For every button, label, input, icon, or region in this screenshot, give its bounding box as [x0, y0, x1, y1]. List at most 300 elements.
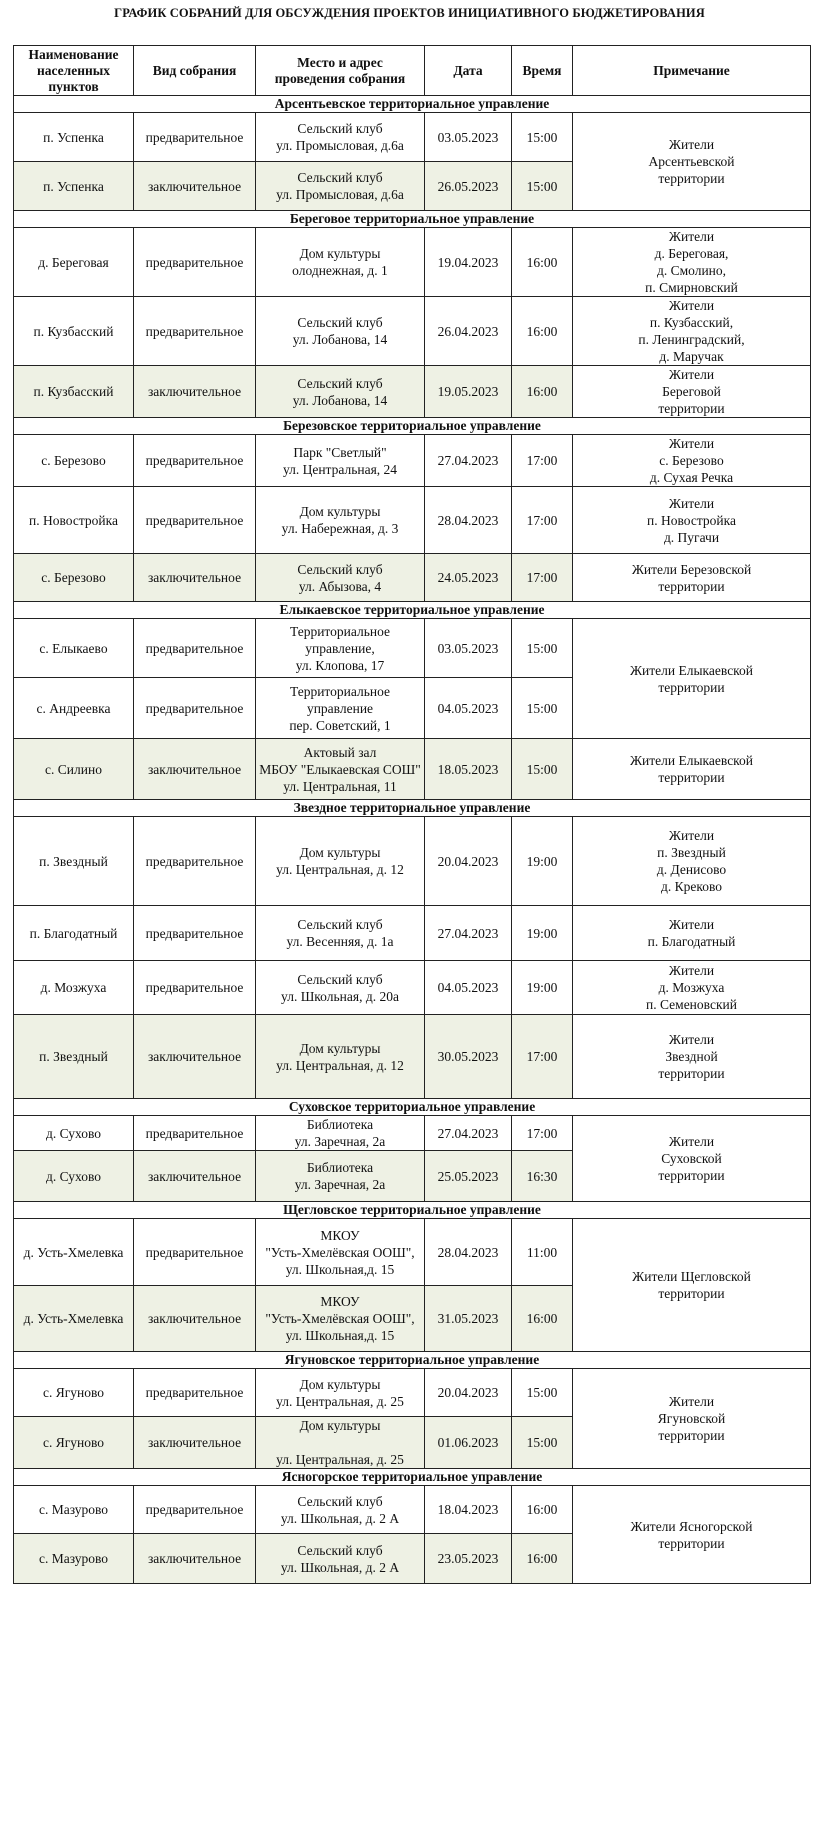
- cell-settlement: [14, 228, 134, 297]
- cell-settlement: [14, 1151, 134, 1202]
- section-title: Суховское территориальное управление: [14, 1099, 811, 1116]
- cell-line: п. Ленинградский,: [638, 332, 745, 347]
- section-header-row: [14, 96, 811, 113]
- table-row: [14, 113, 811, 162]
- cell-line: Жители: [668, 229, 715, 244]
- cell-time: 15:00: [512, 1417, 573, 1469]
- section-header-row: [14, 211, 811, 228]
- cell-meeting-type: предварительное: [134, 297, 256, 366]
- cell-line: Библиотека: [306, 1117, 374, 1132]
- cell-address: [256, 1486, 425, 1534]
- cell-settlement: [14, 1417, 134, 1469]
- header-meeting-type: [134, 46, 256, 96]
- cell-line: Суховской: [661, 1151, 722, 1166]
- cell-settlement: [14, 113, 134, 162]
- cell-settlement: [14, 487, 134, 554]
- section-header-row: [14, 602, 811, 619]
- cell-line: ул. Школьная, д. 2 А: [280, 1559, 400, 1575]
- cell-address: [256, 1015, 425, 1099]
- section-header-row: [14, 1469, 811, 1486]
- cell-line: территории: [658, 1168, 725, 1183]
- cell-line: Сельский клуб: [297, 971, 383, 987]
- cell-address: [256, 906, 425, 961]
- cell-time: 19:00: [512, 961, 573, 1015]
- cell-line: Территориальное управление,: [289, 623, 391, 656]
- cell-time: 15:00: [512, 113, 573, 162]
- section-title: Щегловское территориальное управление: [14, 1202, 811, 1219]
- table-row: [14, 1219, 811, 1286]
- meetings-schedule-table: [13, 45, 811, 1584]
- cell-note: [573, 435, 811, 487]
- cell-settlement: [14, 1116, 134, 1151]
- cell-line: Жители: [668, 367, 715, 382]
- cell-line: пер. Советский, 1: [289, 717, 391, 733]
- header-place-address: [256, 46, 425, 96]
- header-time: [512, 46, 573, 96]
- cell-meeting-type: предварительное: [134, 1486, 256, 1534]
- cell-address: [256, 554, 425, 602]
- cell-time: 15:00: [512, 1369, 573, 1417]
- cell-address: [256, 1369, 425, 1417]
- cell-meeting-type: заключительное: [134, 1534, 256, 1584]
- cell-date: 19.05.2023: [425, 366, 512, 418]
- cell-address: [256, 961, 425, 1015]
- cell-date: 18.04.2023: [425, 1486, 512, 1534]
- cell-line: территории: [658, 1286, 725, 1301]
- cell-line: Жители: [668, 298, 715, 313]
- cell-meeting-type: заключительное: [134, 1286, 256, 1352]
- cell-line: территории: [658, 578, 725, 594]
- cell-settlement: [14, 1486, 134, 1534]
- cell-line: Сельский клуб: [297, 315, 383, 330]
- section-header-row: [14, 1352, 811, 1369]
- cell-line: Жители: [668, 1134, 715, 1149]
- section-header-row: [14, 1099, 811, 1116]
- cell-line: Вид собрания: [152, 62, 237, 78]
- cell-meeting-type: заключительное: [134, 162, 256, 211]
- cell-line: [259, 1434, 421, 1451]
- cell-line: Сельский клуб: [297, 170, 383, 185]
- cell-note: [573, 1015, 811, 1099]
- header-date: [425, 46, 512, 96]
- cell-address: [256, 619, 425, 678]
- cell-line: "Усть-Хмелёвская ООШ",: [265, 1311, 415, 1326]
- cell-meeting-type: заключительное: [134, 739, 256, 800]
- cell-line: Примечание: [653, 62, 730, 78]
- cell-line: Жители: [668, 137, 715, 152]
- cell-line: ул. Школьная, д. 20а: [281, 988, 399, 1004]
- cell-note: [573, 1486, 811, 1584]
- cell-settlement: [14, 1369, 134, 1417]
- cell-line: Звездной: [665, 1049, 718, 1064]
- cell-note: [573, 906, 811, 961]
- table-row: [14, 487, 811, 554]
- cell-time: 17:00: [512, 435, 573, 487]
- cell-date: 26.05.2023: [425, 162, 512, 211]
- cell-settlement: [14, 297, 134, 366]
- cell-line: Ягуновской: [657, 1411, 726, 1426]
- cell-settlement: [14, 366, 134, 418]
- cell-line: Сельский клуб: [297, 1542, 383, 1558]
- table-row: [14, 435, 811, 487]
- cell-address: [256, 228, 425, 297]
- cell-line: ул. Лобанова, 14: [292, 332, 388, 347]
- cell-date: 27.04.2023: [425, 435, 512, 487]
- cell-time: 16:00: [512, 228, 573, 297]
- cell-line: Библиотека: [306, 1160, 374, 1175]
- table-row: [14, 554, 811, 602]
- cell-date: 03.05.2023: [425, 113, 512, 162]
- section-title: Елыкаевское территориальное управление: [14, 602, 811, 619]
- cell-meeting-type: предварительное: [134, 228, 256, 297]
- cell-line: территории: [658, 1428, 725, 1443]
- cell-date: 28.04.2023: [425, 487, 512, 554]
- cell-line: территории: [658, 679, 725, 695]
- cell-time: 16:00: [512, 1486, 573, 1534]
- cell-line: территории: [658, 171, 725, 186]
- cell-line: Время: [522, 62, 562, 78]
- cell-line: Жители: [668, 1032, 715, 1047]
- table-row: [14, 1116, 811, 1151]
- cell-line: Жители: [668, 828, 715, 843]
- cell-note: [573, 1219, 811, 1352]
- cell-line: Парк "Светлый": [293, 444, 387, 460]
- cell-line: ул. Промысловая, д.6а: [276, 138, 404, 153]
- cell-line: Сельский клуб: [297, 375, 383, 391]
- cell-date: 03.05.2023: [425, 619, 512, 678]
- section-title: Березовское территориальное управление: [14, 418, 811, 435]
- cell-line: территории: [658, 401, 725, 416]
- cell-meeting-type: заключительное: [134, 1015, 256, 1099]
- cell-settlement: [14, 961, 134, 1015]
- cell-line: ул. Промысловая, д.6а: [276, 187, 404, 202]
- cell-time: 15:00: [512, 739, 573, 800]
- cell-meeting-type: предварительное: [134, 435, 256, 487]
- cell-settlement: [14, 906, 134, 961]
- cell-date: 28.04.2023: [425, 1219, 512, 1286]
- cell-line: проведения собрания: [274, 70, 406, 86]
- cell-address: [256, 739, 425, 800]
- cell-time: 16:00: [512, 1286, 573, 1352]
- table-row: [14, 1486, 811, 1534]
- cell-line: ул. Абызова, 4: [298, 578, 382, 594]
- table-row: [14, 1015, 811, 1099]
- cell-line: д. Маручак: [659, 349, 724, 364]
- table-row: [14, 228, 811, 297]
- cell-line: МБОУ "Елыкаевская СОШ": [259, 761, 421, 777]
- cell-date: 30.05.2023: [425, 1015, 512, 1099]
- cell-note: [573, 961, 811, 1015]
- cell-note: [573, 1116, 811, 1202]
- cell-time: 16:00: [512, 297, 573, 366]
- section-title: Береговое территориальное управление: [14, 211, 811, 228]
- cell-line: территории: [658, 770, 725, 785]
- cell-line: Жители Ясногорской: [630, 1518, 753, 1534]
- cell-line: ул. Заречная, 2а: [294, 1134, 386, 1149]
- cell-date: 27.04.2023: [425, 1116, 512, 1151]
- table-row: [14, 739, 811, 800]
- cell-line: д. Сухая Речка: [649, 470, 734, 485]
- cell-line: Дом культуры: [299, 1376, 381, 1392]
- cell-note: [573, 487, 811, 554]
- cell-settlement: [14, 817, 134, 906]
- cell-line: Актовый зал: [303, 744, 377, 760]
- cell-address: [256, 817, 425, 906]
- cell-meeting-type: предварительное: [134, 1116, 256, 1151]
- cell-line: МКОУ: [320, 1294, 360, 1309]
- cell-line: Место и адрес: [297, 54, 383, 70]
- cell-line: с. Березово: [41, 453, 106, 468]
- cell-note: [573, 366, 811, 418]
- cell-date: 27.04.2023: [425, 906, 512, 961]
- cell-line: д. Усть-Хмелевка: [23, 1311, 124, 1326]
- cell-line: Жители Елыкаевской: [629, 662, 754, 678]
- cell-line: Сельский клуб: [297, 561, 383, 577]
- cell-settlement: [14, 619, 134, 678]
- section-title: Ясногорское территориальное управление: [14, 1469, 811, 1486]
- cell-date: 01.06.2023: [425, 1417, 512, 1469]
- cell-date: 04.05.2023: [425, 961, 512, 1015]
- cell-line: с. Мазурово: [38, 1502, 109, 1517]
- section-header-row: [14, 1202, 811, 1219]
- cell-note: [573, 817, 811, 906]
- cell-line: ул. Школьная,д. 15: [285, 1261, 395, 1277]
- cell-address: [256, 162, 425, 211]
- cell-time: 16:00: [512, 1534, 573, 1584]
- cell-meeting-type: заключительное: [134, 366, 256, 418]
- cell-line: Береговой: [662, 384, 721, 399]
- cell-line: с. Ягуново: [42, 1435, 105, 1450]
- cell-address: [256, 1219, 425, 1286]
- cell-line: ул. Центральная, д. 25: [276, 1452, 404, 1467]
- cell-line: п. Успенка: [43, 129, 104, 145]
- cell-line: Дата: [453, 62, 483, 78]
- cell-line: Дом культуры: [299, 504, 381, 519]
- cell-line: Жители: [668, 1394, 715, 1409]
- cell-line: Дом культуры: [299, 1418, 381, 1433]
- cell-line: п. Звездный: [39, 1049, 108, 1064]
- cell-line: территории: [658, 1066, 725, 1081]
- table-row: [14, 366, 811, 418]
- cell-line: ул. Лобанова, 14: [292, 392, 388, 408]
- cell-line: с. Березово: [659, 453, 724, 468]
- cell-meeting-type: предварительное: [134, 487, 256, 554]
- section-title: Арсентьевское территориальное управление: [14, 96, 811, 113]
- section-header-row: [14, 800, 811, 817]
- cell-address: [256, 366, 425, 418]
- cell-time: 15:00: [512, 162, 573, 211]
- cell-note: [573, 1369, 811, 1469]
- cell-address: [256, 487, 425, 554]
- cell-line: п. Семеновский: [646, 997, 737, 1012]
- cell-meeting-type: заключительное: [134, 554, 256, 602]
- cell-line: д. Денисово: [656, 862, 727, 877]
- cell-meeting-type: предварительное: [134, 113, 256, 162]
- cell-line: Дом культуры: [299, 845, 381, 860]
- cell-meeting-type: предварительное: [134, 1369, 256, 1417]
- cell-meeting-type: предварительное: [134, 961, 256, 1015]
- cell-settlement: [14, 554, 134, 602]
- cell-settlement: [14, 1286, 134, 1352]
- cell-line: Сельский клуб: [297, 917, 383, 932]
- cell-meeting-type: предварительное: [134, 619, 256, 678]
- cell-date: 18.05.2023: [425, 739, 512, 800]
- cell-line: пунктов: [48, 78, 99, 94]
- cell-meeting-type: заключительное: [134, 1417, 256, 1469]
- cell-date: 26.04.2023: [425, 297, 512, 366]
- cell-address: [256, 435, 425, 487]
- cell-address: [256, 297, 425, 366]
- cell-address: [256, 1116, 425, 1151]
- cell-address: [256, 1151, 425, 1202]
- cell-line: Жители: [668, 436, 715, 451]
- cell-note: [573, 113, 811, 211]
- cell-date: 24.05.2023: [425, 554, 512, 602]
- cell-line: ул. Заречная, 2а: [294, 1177, 386, 1192]
- cell-time: 17:00: [512, 1015, 573, 1099]
- table-row: [14, 1369, 811, 1417]
- cell-line: п. Кузбасский: [33, 323, 114, 339]
- cell-meeting-type: предварительное: [134, 906, 256, 961]
- cell-line: с. Мазурово: [38, 1551, 109, 1566]
- cell-line: Дом культуры: [299, 246, 381, 261]
- cell-line: Жители: [668, 495, 715, 511]
- cell-line: п. Новостройка: [29, 512, 118, 528]
- table-row: [14, 297, 811, 366]
- cell-line: Сельский клуб: [297, 121, 383, 136]
- cell-line: д. Мозжуха: [40, 980, 107, 995]
- cell-note: [573, 228, 811, 297]
- cell-address: [256, 1286, 425, 1352]
- cell-line: Жители: [668, 963, 715, 978]
- cell-time: 16:30: [512, 1151, 573, 1202]
- cell-note: [573, 619, 811, 739]
- cell-time: 11:00: [512, 1219, 573, 1286]
- cell-line: п. Кузбасский: [33, 384, 114, 399]
- cell-time: 17:00: [512, 487, 573, 554]
- header-note: [573, 46, 811, 96]
- cell-time: 19:00: [512, 817, 573, 906]
- cell-settlement: [14, 1219, 134, 1286]
- section-title: Звездное территориальное управление: [14, 800, 811, 817]
- cell-line: д. Пугачи: [663, 529, 720, 545]
- cell-line: населенных: [36, 62, 111, 78]
- cell-line: ул. Центральная, д. 12: [276, 862, 404, 877]
- cell-date: 31.05.2023: [425, 1286, 512, 1352]
- cell-line: п. Успенка: [43, 178, 104, 194]
- cell-note: [573, 739, 811, 800]
- cell-settlement: [14, 1534, 134, 1584]
- cell-line: д. Сухово: [45, 1168, 102, 1184]
- cell-line: Территориальное управление: [289, 683, 391, 716]
- cell-meeting-type: предварительное: [134, 817, 256, 906]
- cell-line: Арсентьевской: [648, 154, 735, 169]
- cell-date: 25.05.2023: [425, 1151, 512, 1202]
- cell-line: п. Звездный: [657, 845, 726, 860]
- header-settlements: [14, 46, 134, 96]
- cell-line: Жители Елыкаевской: [629, 753, 754, 768]
- cell-settlement: [14, 1015, 134, 1099]
- cell-time: 17:00: [512, 1116, 573, 1151]
- cell-line: ул. Весенняя, д. 1а: [286, 934, 394, 949]
- cell-line: территории: [658, 1535, 725, 1551]
- cell-time: 19:00: [512, 906, 573, 961]
- cell-line: МКОУ: [320, 1227, 360, 1243]
- cell-line: п. Кузбасский,: [649, 315, 734, 330]
- cell-time: 17:00: [512, 554, 573, 602]
- cell-line: с. Елыкаево: [39, 640, 108, 656]
- cell-date: 20.04.2023: [425, 1369, 512, 1417]
- cell-note: [573, 554, 811, 602]
- cell-line: п. Смирновский: [645, 280, 738, 295]
- cell-line: ул. Школьная, д. 2 А: [280, 1510, 400, 1526]
- cell-line: Жители Березовской: [631, 561, 752, 577]
- cell-line: Сельский клуб: [297, 1493, 383, 1509]
- cell-line: ул. Клопова, 17: [295, 657, 385, 673]
- cell-line: п. Благодатный: [29, 925, 118, 941]
- cell-line: ул. Центральная, д. 12: [276, 1057, 404, 1073]
- table-row: [14, 619, 811, 678]
- cell-time: 16:00: [512, 366, 573, 418]
- cell-line: олоднежная, д. 1: [292, 263, 388, 278]
- cell-line: п. Звездный: [39, 853, 108, 869]
- table-row: [14, 961, 811, 1015]
- cell-line: Дом культуры: [299, 1040, 381, 1056]
- cell-time: 15:00: [512, 619, 573, 678]
- cell-meeting-type: предварительное: [134, 678, 256, 739]
- cell-line: д. Сухово: [45, 1125, 102, 1141]
- cell-meeting-type: заключительное: [134, 1151, 256, 1202]
- cell-settlement: [14, 162, 134, 211]
- cell-line: д. Креково: [660, 879, 723, 894]
- cell-date: 23.05.2023: [425, 1534, 512, 1584]
- cell-line: ул. Набережная, д. 3: [281, 521, 399, 536]
- cell-line: д. Мозжуха: [658, 980, 725, 995]
- cell-line: ул. Центральная, 24: [282, 461, 398, 477]
- cell-line: ул. Школьная,д. 15: [285, 1328, 395, 1343]
- cell-settlement: [14, 678, 134, 739]
- cell-date: 04.05.2023: [425, 678, 512, 739]
- cell-line: Наименование: [28, 46, 119, 62]
- cell-note: [573, 297, 811, 366]
- cell-line: Жители Щегловской: [632, 1269, 751, 1284]
- cell-settlement: [14, 739, 134, 800]
- cell-address: [256, 678, 425, 739]
- cell-address: [256, 1417, 425, 1469]
- cell-line: п. Благодатный: [647, 934, 736, 949]
- cell-address: [256, 1534, 425, 1584]
- cell-line: с. Березово: [41, 570, 106, 585]
- cell-line: ул. Центральная, 11: [283, 778, 397, 794]
- cell-date: 19.04.2023: [425, 228, 512, 297]
- page-title: ГРАФИК СОБРАНИЙ ДЛЯ ОБСУЖДЕНИЯ ПРОЕКТОВ ИНИЦИАТИВНОГО БЮДЖЕТИРОВАНИЯ: [114, 6, 705, 20]
- cell-line: с. Андреевка: [36, 700, 111, 716]
- cell-address: [256, 113, 425, 162]
- section-header-row: [14, 418, 811, 435]
- cell-line: д. Береговая: [38, 254, 109, 270]
- cell-line: д. Береговая,: [654, 246, 729, 261]
- cell-line: "Усть-Хмелёвская ООШ",: [265, 1244, 415, 1260]
- cell-line: д. Смолино,: [656, 263, 727, 278]
- cell-line: д. Усть-Хмелевка: [23, 1244, 124, 1260]
- cell-line: Жители: [668, 917, 715, 932]
- cell-date: 20.04.2023: [425, 817, 512, 906]
- cell-line: п. Новостройка: [647, 512, 736, 528]
- cell-line: с. Ягуново: [42, 1385, 105, 1400]
- cell-line: с. Силино: [45, 761, 102, 777]
- table-row: [14, 906, 811, 961]
- cell-settlement: [14, 435, 134, 487]
